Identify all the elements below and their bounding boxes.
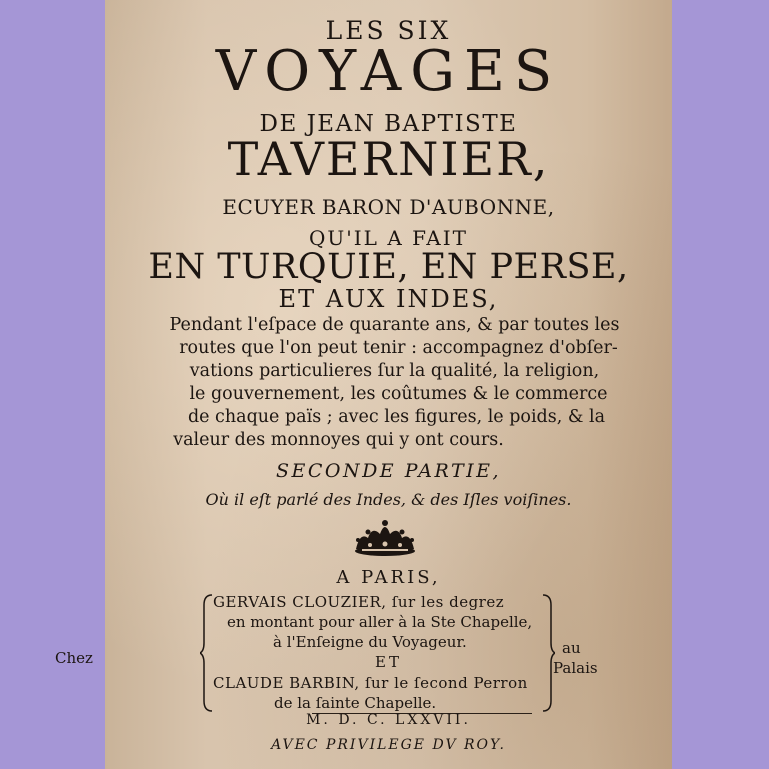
body-line: valeur des monnoyes qui y ont cours. xyxy=(173,430,504,450)
imprint-city: A PARIS, xyxy=(336,567,441,588)
heading-aux-indes: ET AUX INDES, xyxy=(278,285,499,313)
part-subtitle: Où il eſt parlé des Indes, & des Iſles voiſines. xyxy=(205,490,572,509)
publication-date: M. D. C. LXXVII. xyxy=(306,712,471,728)
heading-en-turquie: EN TURQUIE, EN PERSE, xyxy=(148,247,629,287)
heading-voyages: VOYAGES xyxy=(215,39,562,104)
heading-les-six: LES SIX xyxy=(325,16,452,45)
body-line: Pendant l'eſpace de quarante ans, & par toutes les xyxy=(169,315,620,335)
chez-label: Chez xyxy=(55,649,93,667)
publisher-line: de la ſainte Chapelle. xyxy=(274,694,437,712)
publisher-line: CLAUDE BARBIN, ſur le ſecond Perron xyxy=(213,674,528,692)
crown-icon xyxy=(350,518,420,558)
body-line: de chaque païs ; avec les figures, le poids, & la xyxy=(187,407,606,427)
title-page xyxy=(55,0,672,769)
heading-ecuyer: ECUYER BARON D'AUBONNE, xyxy=(222,195,555,219)
publisher-line: en montant pour aller à la Ste Chapelle, xyxy=(227,613,533,631)
publisher-line: ET xyxy=(375,653,402,671)
au-label: au xyxy=(562,639,581,657)
body-line: routes que l'on peut tenir : accompagnez d'obſer- xyxy=(179,338,618,358)
palais-label: Palais xyxy=(553,659,598,677)
publisher-line: GERVAIS CLOUZIER, ſur les degrez xyxy=(213,593,505,611)
part-heading: SECONDE PARTIE, xyxy=(275,460,502,482)
privilege-line: AVEC PRIVILEGE DV ROY. xyxy=(271,737,506,753)
heading-de-jean-baptiste: DE JEAN BAPTISTE xyxy=(259,111,518,137)
body-line: vations particulieres ſur la qualité, la religion, xyxy=(189,361,600,381)
body-line: le gouvernement, les coûtumes & le commerce xyxy=(189,384,608,404)
publisher-line: à l'Enſeigne du Voyageur. xyxy=(273,633,467,651)
heading-tavernier: TAVERNIER, xyxy=(227,132,550,186)
heading-quil-a-fait: QU'IL A FAIT xyxy=(309,226,468,250)
